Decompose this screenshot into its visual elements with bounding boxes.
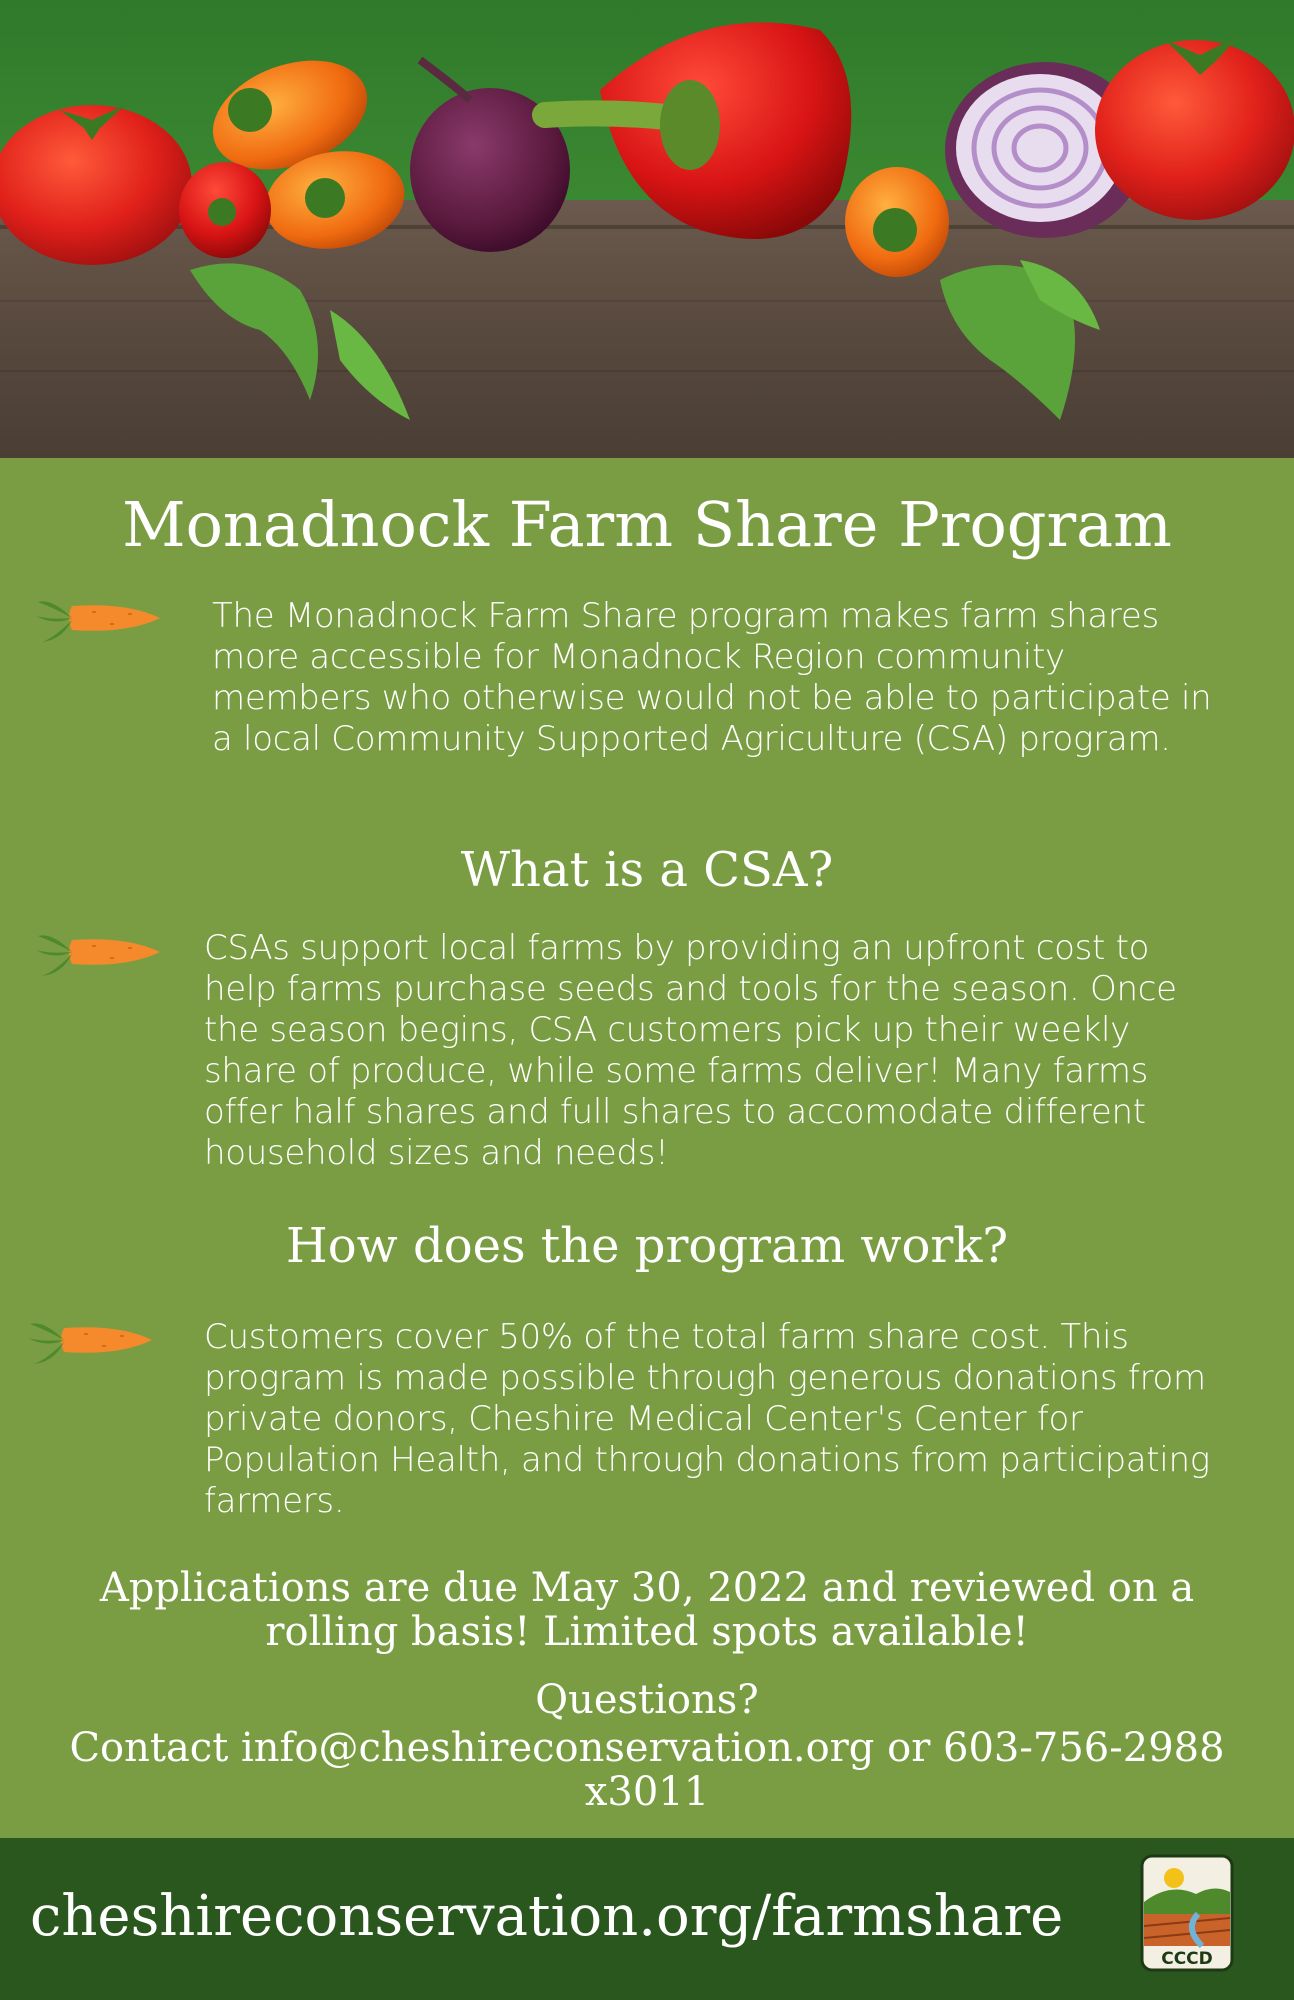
vegetables-photo [0, 0, 1294, 458]
how-paragraph: Customers cover 50% of the total farm share cost. This program is made possible through generous donations from private donors, Cheshire Medical Center's Center for Population Health, and through donations from participating farmers. [204, 1317, 1210, 1521]
section-heading-how: How does the program work? [285, 1218, 1009, 1274]
cccd-logo [1140, 1854, 1234, 1972]
hero-image [0, 0, 1294, 458]
csa-paragraph: CSAs support local farms by providing an upfront cost to help farms purchase seeds and tools for the season. Once the season begins, CSA customers pick up their weekly share of produce, while some farms deliver! Many farms offer half shares and full shares to accomodate different household sizes and needs! [204, 928, 1177, 1173]
page-title: Monadnock Farm Share Program [122, 488, 1172, 561]
carrot-icon [32, 924, 162, 980]
deadline-notice: Applications are due May 30, 2022 and reviewed on a rolling basis! Limited spots available! [99, 1565, 1195, 1655]
contact-info[interactable]: Contact info@cheshireconservation.org or 603-756-2988 x3011 [69, 1725, 1225, 1815]
content-panel [0, 458, 1294, 1838]
section-heading-csa: What is a CSA? [460, 842, 834, 898]
contact-block [40, 1678, 1254, 1814]
questions-label: Questions? [535, 1677, 759, 1723]
footer [0, 1838, 1294, 2000]
footer-url-link[interactable]: cheshireconservation.org/farmshare [30, 1884, 1064, 1949]
carrot-icon [24, 1312, 154, 1368]
intro-paragraph: The Monadnock Farm Share program makes farm shares more accessible for Monadnock Region community members who otherwise would not be able to participate in a local Community Supported Agriculture (CSA) program. [212, 596, 1212, 759]
carrot-icon [32, 590, 162, 646]
logo-text: CCCD [1161, 1949, 1213, 1969]
